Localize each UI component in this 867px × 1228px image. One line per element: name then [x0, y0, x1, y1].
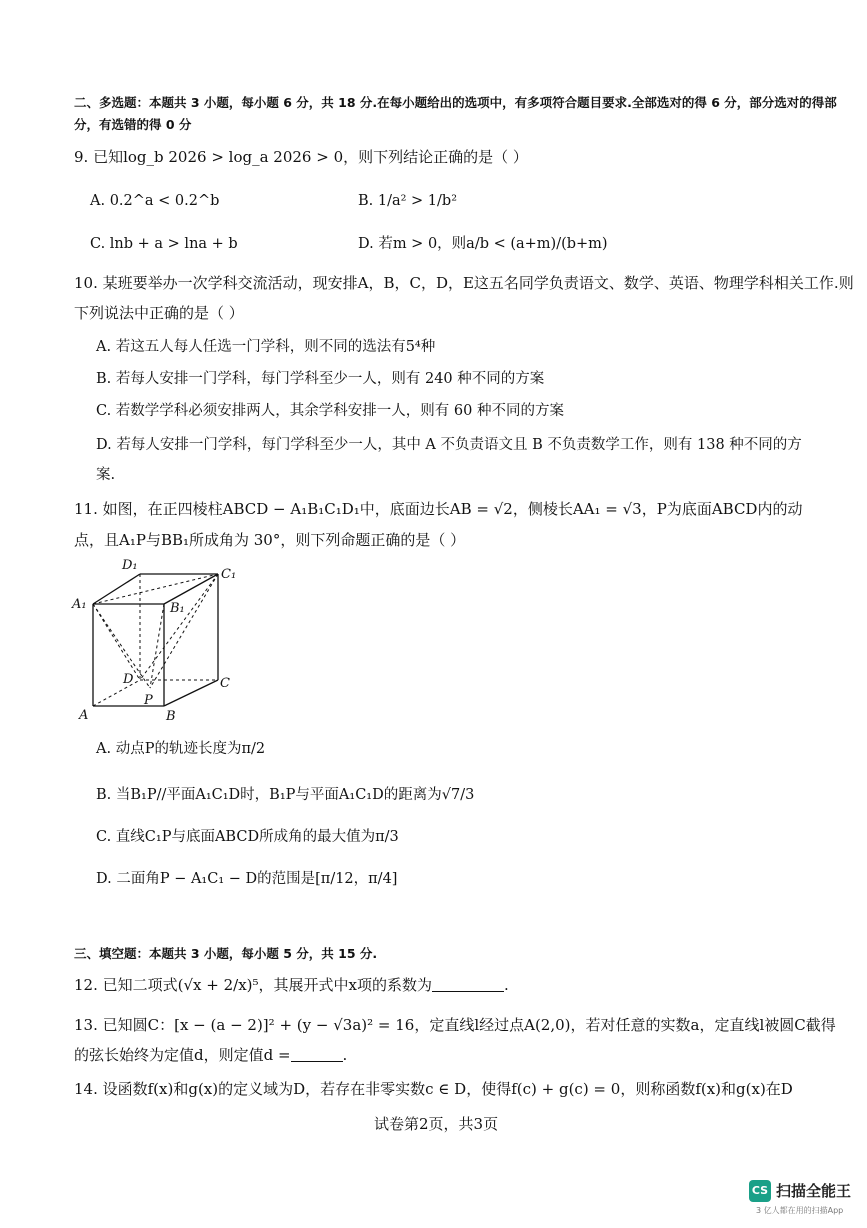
q10-option-a: A. 若这五人每人任选一门学科，则不同的选法有5⁴种 [96, 339, 436, 355]
section-header-line1: 二、多选题：本题共 3 小题，每小题 6 分，共 18 分.在每小题给出的选项中，有多项符合题目要求.全部选对的得 6 分，部分选对的得部 [74, 95, 837, 110]
label-p: P [144, 693, 153, 708]
q10-stem-line2: 下列说法中正确的是（ ） [74, 304, 244, 322]
q10-option-c: C. 若数学学科必须安排两人，其余学科安排一人，则有 60 种不同的方案 [96, 403, 564, 419]
q9-stem: 9. 已知log_b 2026 > log_a 2026 > 0，则下列结论正确的是（ ） [74, 148, 528, 166]
segment-a1-p [93, 604, 150, 688]
label-a: A [79, 708, 89, 723]
camscanner-logo-icon: CS [749, 1180, 771, 1202]
edge-b-c [164, 680, 218, 706]
q11-option-b: B. 当B₁P//平面A₁C₁D时，B₁P与平面A₁C₁D的距离为√7/3 [96, 787, 475, 803]
q13-stem-line2: 的弦长始终为定值d，则定值d = [74, 1046, 291, 1064]
q13-end: . [342, 1046, 348, 1064]
label-a1: A₁ [72, 597, 87, 612]
q12-line [74, 974, 509, 996]
q10-option-d: D. 若每人安排一门学科，每门学科至少一人，其中 A 不负责语文且 B 不负责数学工作，则有 138 种不同的方 [96, 437, 802, 453]
q12-stem: 12. 已知二项式(√x + 2/x)⁵，其展开式中x项的系数为 [74, 976, 432, 994]
q12-answer-blank[interactable] [432, 977, 504, 992]
prism-figure [70, 556, 250, 726]
q13-stem-line1: 13. 已知圆C：[x − (a − 2)]² + (y − √3a)² = 16，定直线l经过点A(2,0)，若对任意的实数a，定直线l被圆C截得 [74, 1016, 836, 1034]
q10-option-b: B. 若每人安排一门学科，每门学科至少一人，则有 240 种不同的方案 [96, 371, 545, 387]
label-b: B [166, 709, 176, 724]
q14-stem: 14. 设函数f(x)和g(x)的定义域为D，若存在非零实数c ∈ D，使得f(c) + g(c) = 0，则称函数f(x)和g(x)在D [74, 1080, 793, 1098]
q10-stem-line1: 10. 某班要举办一次学科交流活动，现安排A，B，C，D，E这五名同学负责语文、数学、英语、物理学科相关工作.则 [74, 274, 854, 292]
q11-option-a: A. 动点P的轨迹长度为π/2 [96, 741, 266, 757]
q9-option-b: B. 1/a² > 1/b² [358, 193, 458, 209]
section-header-line2: 分，有选错的得 0 分 [74, 117, 192, 132]
label-b1: B₁ [170, 601, 185, 616]
q13-answer-blank[interactable] [291, 1047, 343, 1062]
q11-stem-line2: 点，且A₁P与BB₁所成角为 30°，则下列命题正确的是（ ） [74, 531, 466, 549]
camscanner-name: 扫描全能王 [776, 1182, 852, 1200]
q11-option-d: D. 二面角P − A₁C₁ − D的范围是[π/12，π/4] [96, 871, 398, 887]
label-c1: C₁ [221, 567, 237, 582]
label-c: C [220, 676, 230, 691]
q13-line2 [74, 1044, 347, 1066]
label-d1: D₁ [122, 558, 138, 573]
edge-a1-d1 [93, 574, 140, 604]
camscanner-slogan: 3 亿人都在用的扫描App [756, 1206, 844, 1215]
page-footer: 试卷第2页，共3页 [374, 1115, 499, 1133]
q10-option-d-line2: 案. [96, 467, 116, 483]
q12-end: . [503, 976, 509, 994]
q11-option-c: C. 直线C₁P与底面ABCD所成角的最大值为π/3 [96, 829, 399, 845]
segment-b1-p [150, 604, 164, 688]
segment-a1-d [93, 604, 140, 680]
q9-option-a: A. 0.2^a < 0.2^b [90, 193, 220, 209]
edge-c1-b1 [164, 574, 218, 604]
q9-option-c: C. lnb + a > lna + b [90, 236, 238, 252]
label-d: D [123, 672, 134, 687]
q11-stem-line1: 11. 如图，在正四棱柱ABCD − A₁B₁C₁D₁中，底面边长AB = √2，侧棱长AA₁ = √3，P为底面ABCD内的动 [74, 500, 803, 518]
q9-option-d: D. 若m > 0，则a/b < (a+m)/(b+m) [358, 236, 608, 252]
segment-c1-p [150, 574, 218, 688]
section3-header: 三、填空题：本题共 3 小题，每小题 5 分，共 15 分. [74, 946, 378, 961]
